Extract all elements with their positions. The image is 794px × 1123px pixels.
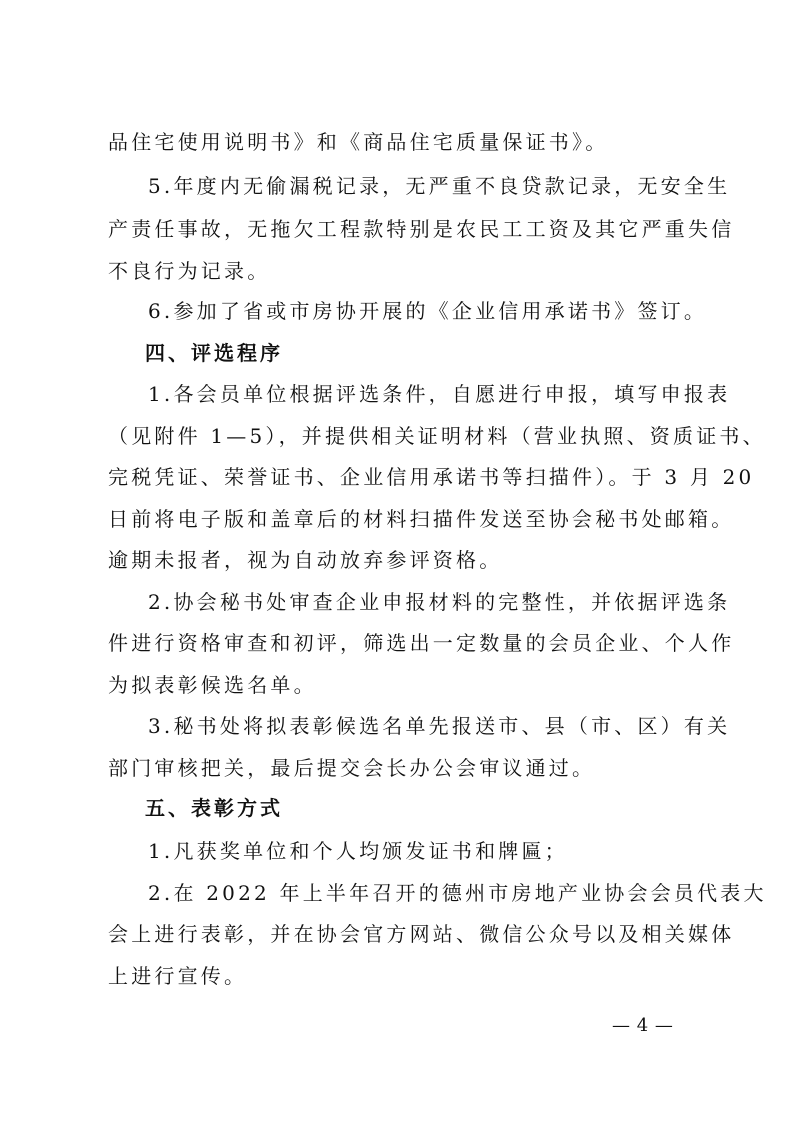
body-text-line: 件进行资格审查和初评，筛选出一定数量的会员企业、个人作 (108, 631, 735, 655)
section-heading-selection-procedure: 四、评选程序 (145, 341, 283, 365)
body-text-line: 部门审核把关，最后提交会长办公会审议通过。 (108, 756, 596, 780)
list-item-6: 6.参加了省或市房协开展的《企业信用承诺书》签订。 (148, 299, 708, 323)
body-text-line: 品住宅使用说明书》和《商品住宅质量保证书》。 (108, 130, 609, 154)
body-text-line: 上进行宣传。 (108, 964, 248, 988)
list-item-5: 5.年度内无偷漏税记录，无严重不良贷款记录，无安全生 (148, 174, 731, 198)
section-heading-commendation-method: 五、表彰方式 (145, 796, 283, 820)
body-text-line: 不良行为记录。 (108, 259, 271, 283)
body-text-line: 产责任事故，无拖欠工程款特别是农民工工资及其它严重失信 (108, 217, 735, 241)
body-text-line: 逾期未报者，视为自动放弃参评资格。 (108, 548, 503, 572)
procedure-item-3: 3.秘书处将拟表彰候选名单先报送市、县（市、区）有关 (148, 714, 731, 738)
procedure-item-2: 2.协会秘书处审查企业申报材料的完整性，并依据评选条 (148, 590, 731, 614)
body-text-line: 为拟表彰候选名单。 (108, 673, 317, 697)
commendation-item-1: 1.凡获奖单位和个人均颁发证书和牌匾； (148, 839, 568, 863)
body-text-line: 完税凭证、荣誉证书、企业信用承诺书等扫描件）。于 3 月 20 (108, 465, 755, 489)
body-text-line: 日前将电子版和盖章后的材料扫描件发送至协会秘书处邮箱。 (108, 507, 735, 531)
page-number: — 4 — (612, 1015, 674, 1036)
body-text-line: （见附件 1—5），并提供相关证明材料（营业执照、资质证书、 (108, 424, 766, 448)
procedure-item-1: 1.各会员单位根据评选条件，自愿进行申报，填写申报表 (148, 382, 731, 406)
body-text-line: 会上进行表彰，并在协会官方网站、微信公众号以及相关媒体 (108, 922, 735, 946)
commendation-item-2: 2.在 2022 年上半年召开的德州市房地产业协会会员代表大 (148, 881, 767, 905)
